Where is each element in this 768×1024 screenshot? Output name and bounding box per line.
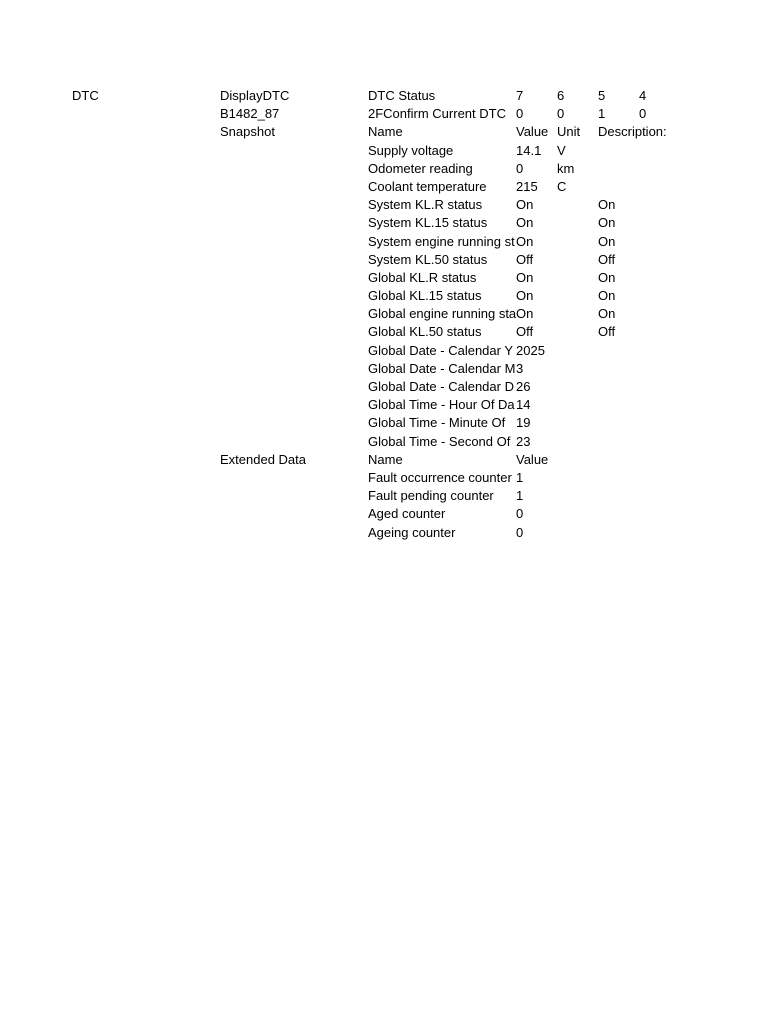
extended-row [0,505,768,523]
snapshot-name-cell[interactable]: Global KL.R status [368,269,477,285]
snapshot-unit-header[interactable]: Unit [557,124,581,140]
status-bit-5[interactable]: 5 [598,88,606,103]
snapshot-row [0,214,768,232]
snapshot-value-cell[interactable]: 0 [516,160,524,176]
extended-value-cell[interactable]: 0 [516,524,524,540]
dtc-label[interactable]: DTC [72,88,99,103]
snapshot-row [0,323,768,341]
snapshot-row [0,305,768,323]
snapshot-value-cell[interactable]: On [516,269,534,285]
snapshot-row [0,360,768,378]
snapshot-row [0,196,768,214]
status-bit-5-value[interactable]: 1 [598,106,606,122]
snapshot-name-cell[interactable]: Coolant temperature [368,178,487,194]
snapshot-value-cell[interactable]: Off [516,251,534,267]
snapshot-description-cell[interactable]: On [598,269,616,285]
snapshot-value-cell[interactable]: 2025 [516,342,545,358]
extended-value-cell[interactable]: 1 [516,469,524,485]
extended-rows [0,469,768,542]
snapshot-name-cell[interactable]: Global KL.50 status [368,324,482,340]
snapshot-description-cell[interactable]: On [598,233,616,249]
snapshot-name-cell[interactable]: Global Date - Calendar M [368,360,516,376]
snapshot-name-cell[interactable]: System KL.R status [368,197,483,213]
extended-name-cell[interactable]: Fault pending counter [368,488,494,504]
snapshot-name-cell[interactable]: System KL.50 status [368,251,488,267]
snapshot-name-cell[interactable]: Supply voltage [368,142,454,158]
snapshot-value-cell[interactable]: On [516,306,534,322]
status-bit-6[interactable]: 6 [557,88,565,103]
snapshot-description-cell[interactable]: On [598,215,616,231]
dtc-row [0,105,768,123]
snapshot-value-cell[interactable]: 19 [516,415,531,431]
snapshot-value-cell[interactable]: 3 [516,360,524,376]
dtc-code[interactable]: B1482_87 [220,106,280,122]
snapshot-row [0,433,768,451]
snapshot-value-cell[interactable]: On [516,288,534,304]
extended-name-cell[interactable]: Aged counter [368,506,446,522]
snapshot-description-cell[interactable]: On [598,306,616,322]
snapshot-row [0,142,768,160]
snapshot-row [0,378,768,396]
snapshot-row [0,160,768,178]
snapshot-description-cell[interactable]: On [598,288,616,304]
extended-value-cell[interactable]: 0 [516,506,524,522]
extended-name-cell[interactable]: Ageing counter [368,524,456,540]
snapshot-rows [0,142,768,451]
snapshot-description-cell[interactable]: Off [598,251,616,267]
extended-name-cell[interactable]: Fault occurrence counter [368,469,512,485]
snapshot-row [0,251,768,269]
snapshot-value-header[interactable]: Value [516,124,549,140]
snapshot-value-cell[interactable]: 23 [516,433,531,449]
snapshot-value-cell[interactable]: 26 [516,379,531,394]
extended-value-cell[interactable]: 1 [516,488,524,504]
snapshot-name-cell[interactable]: Global Time - Minute Of [368,415,506,431]
extended-section-label[interactable]: Extended Data [220,451,307,467]
extended-row [0,487,768,505]
snapshot-unit-cell[interactable]: km [557,160,575,176]
spreadsheet-sheet [0,87,768,542]
extended-row [0,524,768,542]
extended-name-header[interactable]: Name [368,451,403,467]
snapshot-row [0,269,768,287]
snapshot-header-row [0,123,768,141]
snapshot-row [0,396,768,414]
snapshot-unit-cell[interactable]: V [557,142,566,158]
snapshot-value-cell[interactable]: 14 [516,397,531,413]
status-bit-6-value[interactable]: 0 [557,106,565,122]
snapshot-description-cell[interactable]: On [598,197,616,213]
extended-header-row [0,451,768,469]
snapshot-value-cell[interactable]: On [516,197,534,213]
snapshot-row [0,233,768,251]
snapshot-name-cell[interactable]: System engine running st [368,233,515,249]
status-bit-7[interactable]: 7 [516,88,524,103]
dtc-status-label[interactable]: DTC Status [368,88,436,103]
snapshot-name-header[interactable]: Name [368,124,403,140]
display-dtc-label[interactable]: DisplayDTC [220,88,290,103]
status-bit-7-value[interactable]: 0 [516,106,524,122]
snapshot-value-cell[interactable]: 14.1 [516,142,542,158]
snapshot-value-cell[interactable]: On [516,215,534,231]
snapshot-row [0,287,768,305]
snapshot-name-cell[interactable]: Global KL.15 status [368,288,482,304]
dtc-status-text[interactable]: 2FConfirm Current DTC [368,106,506,122]
snapshot-name-cell[interactable]: Odometer reading [368,160,473,176]
snapshot-name-cell[interactable]: Global Date - Calendar D [368,379,514,394]
snapshot-unit-cell[interactable]: C [557,178,567,194]
snapshot-value-cell[interactable]: On [516,233,534,249]
snapshot-name-cell[interactable]: Global Time - Hour Of Da [368,397,515,413]
snapshot-value-cell[interactable]: Off [516,324,534,340]
snapshot-name-cell[interactable]: Global engine running sta [368,306,516,322]
snapshot-name-cell[interactable]: Global Date - Calendar Y [368,342,514,358]
extended-row [0,469,768,487]
header-row [0,87,768,105]
snapshot-description-header[interactable]: Description: [598,124,667,140]
status-bit-4-value[interactable]: 0 [639,106,647,122]
extended-value-header[interactable]: Value [516,451,549,467]
snapshot-row [0,178,768,196]
snapshot-name-cell[interactable]: Global Time - Second Of [368,433,511,449]
snapshot-name-cell[interactable]: System KL.15 status [368,215,488,231]
snapshot-row [0,414,768,432]
snapshot-description-cell[interactable]: Off [598,324,616,340]
snapshot-row [0,342,768,360]
snapshot-value-cell[interactable]: 215 [516,178,538,194]
status-bit-4[interactable]: 4 [639,88,647,103]
snapshot-section-label[interactable]: Snapshot [220,124,275,140]
